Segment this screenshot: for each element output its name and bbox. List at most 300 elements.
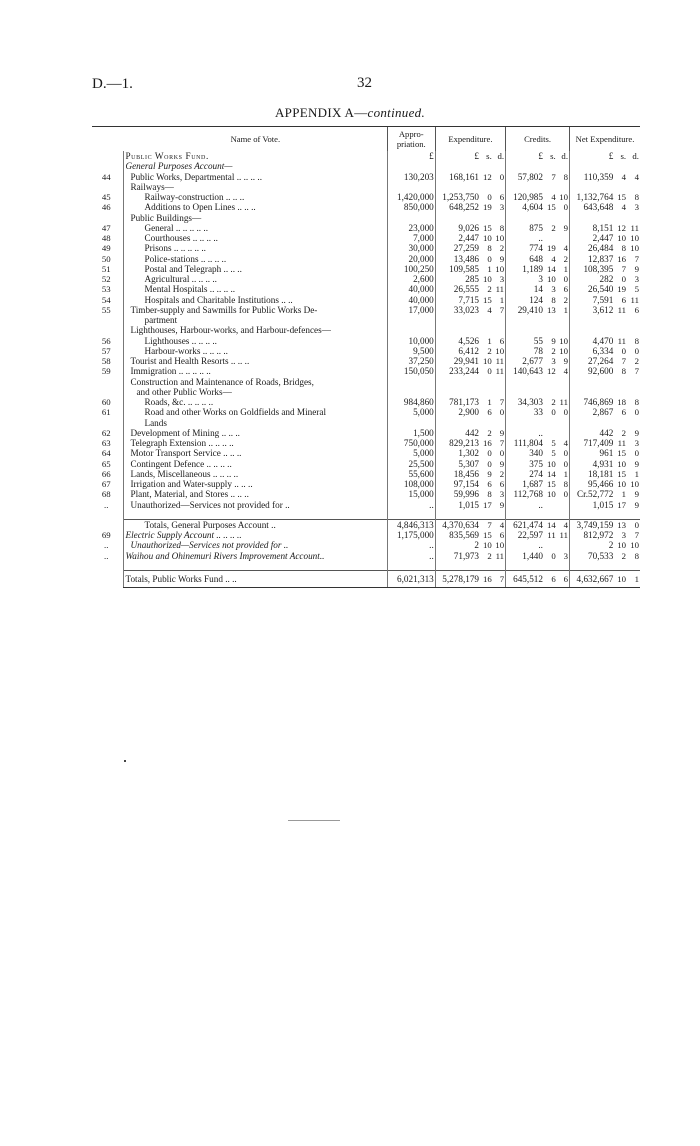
vote-number: 61	[101, 407, 111, 418]
net-pence: 8	[634, 550, 639, 561]
credits-pence: 6	[557, 570, 570, 587]
credits-pounds	[506, 182, 544, 192]
credits-shillings: 19	[546, 243, 556, 254]
page-identifier: D.—1.	[92, 76, 133, 92]
expenditure-shillings: 2	[487, 345, 492, 356]
expenditure-shillings: 2	[487, 284, 492, 295]
net-pence: 5	[634, 284, 639, 295]
net-shillings: s.	[620, 151, 627, 162]
expenditure-pence: 3	[499, 274, 505, 285]
expenditure-pounds: 648,252	[435, 202, 480, 212]
vote-name: Railway-construction .. .. ..	[124, 192, 387, 202]
net-shillings: 10	[617, 540, 627, 551]
net-pounds: 26,540	[570, 284, 615, 294]
credits-pounds: 774	[506, 243, 544, 253]
net-shillings: 4	[621, 171, 627, 182]
vote-name: Public Buildings—	[124, 213, 387, 223]
expenditure-pence: 0	[499, 407, 505, 418]
credits-shillings	[544, 315, 557, 325]
net-pence: 4	[634, 171, 639, 182]
table-row	[92, 223, 640, 233]
appropriation-cell	[387, 213, 435, 223]
credits-shillings: 9	[551, 335, 556, 346]
net-pence: 3	[634, 274, 639, 285]
vote-number: 56	[101, 335, 111, 346]
credits-shillings	[544, 377, 557, 387]
appropriation-cell	[387, 325, 435, 335]
net-pounds: 812,972	[570, 530, 615, 540]
credits-pounds	[506, 213, 544, 223]
expenditure-shillings: 16	[480, 570, 493, 587]
vote-name: Telegraph Extension .. .. .. ..	[124, 438, 387, 448]
expenditure-pence: 8	[499, 222, 505, 233]
credits-pounds: ..	[506, 540, 544, 550]
vote-name: Motor Transport Service .. .. ..	[124, 448, 387, 458]
net-pence: 0	[627, 519, 640, 530]
credits-shillings	[544, 500, 557, 510]
page-mark	[124, 760, 126, 762]
credits-pence: 3	[563, 550, 569, 561]
credits-pounds: 621,474	[506, 519, 544, 530]
credits-pounds: 1,440	[506, 551, 544, 561]
credits-pence	[557, 387, 570, 397]
net-pounds: 110,359	[570, 172, 615, 182]
vote-name: Additions to Open Lines .. .. ..	[124, 202, 387, 212]
vote-number	[92, 213, 124, 223]
vote-number: 67	[101, 479, 111, 490]
expenditure-pounds: 2,447	[435, 233, 480, 243]
vote-name: Lighthouses .. .. .. ..	[124, 336, 387, 346]
net-shillings: 16	[617, 253, 627, 264]
appropriation-cell: 750,000	[387, 438, 435, 448]
net-shillings: 11	[617, 438, 627, 449]
vote-name: Road and other Works on Goldfields and Mineral	[124, 407, 387, 417]
header-appropriation: Appro- priation.	[387, 127, 435, 152]
net-shillings: 10	[617, 479, 627, 490]
expenditure-shillings	[480, 325, 493, 335]
vote-number: ..	[104, 540, 109, 551]
credits-shillings: 0	[551, 407, 556, 418]
vote-number: 51	[101, 263, 111, 274]
table-row	[92, 428, 640, 438]
expenditure-pounds: 835,569	[435, 530, 480, 540]
net-pence: 8	[634, 192, 639, 203]
expenditure-pence: 2	[499, 468, 505, 479]
vote-number: 48	[101, 233, 111, 244]
expenditure-pence: 1	[499, 294, 505, 305]
table-row	[92, 202, 640, 212]
credits-shillings: 2	[551, 397, 556, 408]
vote-number	[92, 377, 124, 387]
net-shillings: 11	[617, 304, 627, 315]
appropriation-cell	[387, 387, 435, 397]
expenditure-shillings: 1	[487, 397, 492, 408]
expenditure-pounds	[435, 387, 480, 397]
net-shillings	[614, 213, 627, 223]
credits-pence: 6	[563, 284, 569, 295]
net-shillings: 13	[614, 519, 627, 530]
expenditure-shillings: 10	[483, 233, 492, 244]
vote-name: Mental Hospitals .. .. .. ..	[124, 284, 387, 294]
expenditure-pounds: 5,278,179	[435, 570, 480, 587]
vote-number: 45	[101, 192, 111, 203]
net-pounds: 95,466	[570, 479, 615, 489]
expenditure-shillings: 15	[483, 294, 492, 305]
expenditure-shillings: 6	[487, 407, 492, 418]
vote-name: Irrigation and Water-supply .. .. ..	[124, 479, 387, 489]
expenditure-pence: 0	[499, 448, 505, 459]
appropriation-cell: 130,203	[387, 172, 435, 182]
credits-shillings: 3	[551, 284, 556, 295]
expenditure-pence	[493, 418, 506, 428]
net-pence: 7	[634, 530, 639, 541]
appropriation-cell: 40,000	[387, 295, 435, 305]
credits-pounds: 274	[506, 469, 544, 479]
vote-name: Police-stations .. .. .. ..	[124, 254, 387, 264]
expenditure-pounds: 168,161	[435, 172, 480, 182]
expenditure-pounds	[435, 377, 480, 387]
expenditure-shillings	[480, 182, 493, 192]
net-shillings: 15	[617, 468, 627, 479]
credits-pounds: 875	[506, 223, 544, 233]
expenditure-pounds: 4,370,634	[435, 519, 480, 530]
vote-name: Tourist and Health Resorts .. .. ..	[124, 356, 387, 366]
expenditure-pence: 6	[499, 479, 505, 490]
net-shillings: 17	[617, 499, 627, 510]
credits-pence	[557, 418, 570, 428]
net-pence: 1	[634, 468, 639, 479]
net-shillings: 0	[621, 345, 627, 356]
vote-name: Lands	[124, 418, 387, 428]
net-pence	[627, 377, 640, 387]
vote-name: Construction and Maintenance of Roads, Bridges,	[124, 377, 387, 387]
credits-shillings: 8	[551, 294, 556, 305]
table-row	[92, 284, 640, 294]
credits-pounds: 29,410	[506, 305, 544, 315]
net-pence: 8	[634, 397, 639, 408]
net-pounds: 4,632,667	[570, 570, 615, 587]
net-shillings	[614, 315, 627, 325]
credits-pence	[557, 500, 570, 510]
vote-number: 49	[101, 243, 111, 254]
vote-number: 46	[101, 202, 111, 213]
appropriation-cell: 6,021,313	[387, 570, 435, 587]
expenditure-pounds: 1,253,750	[435, 192, 480, 202]
net-pounds: 8,151	[570, 223, 615, 233]
credits-pounds: 3	[506, 274, 544, 284]
expenditure-shillings: 4	[487, 304, 492, 315]
net-pounds	[570, 182, 615, 192]
credits-shillings: 12	[546, 366, 556, 377]
net-shillings: 10	[614, 570, 627, 587]
header-net-expenditure: Net Expenditure.	[570, 127, 640, 152]
expenditure-pence: 3	[499, 202, 505, 213]
table-row	[92, 233, 640, 243]
table-row	[92, 243, 640, 253]
table-row	[92, 305, 640, 315]
credits-pounds: ..	[506, 233, 544, 243]
credits-shillings: 15	[546, 202, 556, 213]
credits-pounds: 111,804	[506, 438, 544, 448]
expenditure-pounds	[435, 213, 480, 223]
appropriation-cell: 1,500	[387, 428, 435, 438]
appropriation-cell: 25,500	[387, 459, 435, 469]
expenditure-pounds: 18,456	[435, 469, 480, 479]
vote-number: 65	[101, 458, 111, 469]
vote-name: Harbour-works .. .. .. ..	[124, 346, 387, 356]
appropriation-cell: £	[387, 151, 435, 161]
net-pounds: 4,931	[570, 459, 615, 469]
expenditure-pounds: 13,486	[435, 254, 480, 264]
vote-name: Lighthouses, Harbour-works, and Harbour-defences—	[124, 325, 387, 335]
credits-shillings	[544, 161, 557, 171]
appropriation-cell	[387, 315, 435, 325]
expenditure-pence: 0	[499, 171, 505, 182]
net-shillings: 15	[617, 448, 627, 459]
net-pence	[627, 213, 640, 223]
expenditure-pounds: 829,213	[435, 438, 480, 448]
net-pounds	[570, 325, 615, 335]
expenditure-pounds: 7,715	[435, 295, 480, 305]
table-row	[92, 172, 640, 182]
net-pence: 10	[630, 243, 639, 254]
vote-name: Agricultural .. .. .. ..	[124, 274, 387, 284]
credits-pounds: 1,687	[506, 479, 544, 489]
credits-pounds: 2,677	[506, 356, 544, 366]
credits-shillings: 3	[551, 356, 556, 367]
vote-number: ..	[104, 499, 109, 510]
net-pence	[627, 325, 640, 335]
table-row	[92, 315, 640, 325]
net-pence: 3	[634, 438, 639, 449]
net-shillings: 10	[617, 233, 627, 244]
expenditure-pounds: 781,173	[435, 397, 480, 407]
net-pence: 10	[630, 479, 639, 490]
vote-number: 52	[101, 274, 111, 285]
net-pounds: 282	[570, 274, 615, 284]
expenditure-pence: 11	[495, 284, 505, 295]
credits-shillings: 11	[547, 530, 556, 541]
appropriation-cell: 10,000	[387, 336, 435, 346]
table-row	[92, 366, 640, 376]
expenditure-shillings	[480, 213, 493, 223]
expenditure-shillings: 0	[487, 458, 492, 469]
expenditure-pence: 7	[493, 570, 506, 587]
net-shillings: 4	[621, 202, 627, 213]
credits-shillings: 7	[551, 171, 556, 182]
net-pence: 6	[634, 304, 639, 315]
net-pence	[627, 161, 640, 171]
expenditure-shillings: 7	[480, 519, 493, 530]
credits-pence: 0	[563, 489, 569, 500]
net-pounds	[570, 213, 615, 223]
appropriation-cell	[387, 418, 435, 428]
expenditure-shillings: 2	[487, 427, 492, 438]
expenditure-pence: 10	[495, 345, 505, 356]
expenditure-shillings: 0	[487, 253, 492, 264]
credits-pence	[557, 377, 570, 387]
credits-pounds: 645,512	[506, 570, 544, 587]
appropriation-cell: 150,050	[387, 366, 435, 376]
vote-name: General Purposes Account—	[124, 161, 387, 171]
credits-pounds: 112,768	[506, 489, 544, 499]
appropriation-cell: 850,000	[387, 202, 435, 212]
credits-pounds: 22,597	[506, 530, 544, 540]
net-pounds: £	[570, 151, 615, 161]
expenditure-pence	[493, 213, 506, 223]
net-pounds: 746,869	[570, 397, 615, 407]
credits-pence	[557, 540, 570, 550]
credits-pounds: ..	[506, 500, 544, 510]
table-row	[92, 438, 640, 448]
vote-name: Roads, &c. .. .. .. ..	[124, 397, 387, 407]
net-pounds: 961	[570, 448, 615, 458]
table-row	[92, 346, 640, 356]
credits-pence: 0	[563, 274, 569, 285]
appendix-title-suffix: continued.	[367, 105, 426, 120]
credits-shillings	[544, 213, 557, 223]
net-shillings: 12	[617, 222, 627, 233]
vote-name: Lands, Miscellaneous .. .. .. ..	[124, 469, 387, 479]
vote-name: General .. .. .. .. ..	[124, 223, 387, 233]
table-row	[92, 469, 640, 479]
net-pounds	[570, 315, 615, 325]
vote-number	[92, 161, 124, 171]
table-row	[92, 325, 640, 335]
table-row	[92, 151, 640, 161]
credits-pounds: 57,802	[506, 172, 544, 182]
expenditure-pence: 10	[495, 263, 505, 274]
page-number: 32	[357, 75, 372, 91]
expenditure-pence	[493, 182, 506, 192]
appropriation-cell	[387, 161, 435, 171]
credits-pence: 10	[559, 345, 569, 356]
expenditure-pounds	[435, 161, 480, 171]
expenditure-shillings	[480, 161, 493, 171]
net-pounds: 2,447	[570, 233, 615, 243]
vote-name: Timber-supply and Sawmills for Public Works De-	[124, 305, 387, 315]
table-row	[92, 161, 640, 171]
header-credits: Credits.	[506, 127, 570, 152]
vote-number: 44	[101, 171, 111, 182]
vote-number: 55	[101, 304, 111, 315]
credits-pence: 1	[563, 468, 569, 479]
net-pence: 10	[630, 233, 639, 244]
vote-number: 68	[101, 489, 111, 500]
net-shillings: 11	[617, 335, 627, 346]
net-pounds: 2,867	[570, 407, 615, 417]
credits-pence: 2	[563, 294, 569, 305]
credits-shillings: 10	[546, 458, 556, 469]
appropriation-cell: 20,000	[387, 254, 435, 264]
credits-shillings: 2	[551, 222, 556, 233]
expenditure-pounds: 9,026	[435, 223, 480, 233]
credits-pence: 8	[563, 479, 569, 490]
net-shillings: 6	[621, 294, 627, 305]
net-pence: 11	[630, 222, 639, 233]
credits-pence: d.	[561, 151, 569, 162]
expenditure-pounds: 27,259	[435, 243, 480, 253]
net-pence	[627, 315, 640, 325]
credits-shillings	[544, 418, 557, 428]
credits-pounds: 34,303	[506, 397, 544, 407]
net-shillings: 7	[621, 356, 627, 367]
net-pence: 9	[634, 499, 639, 510]
net-pence: 8	[634, 335, 639, 346]
expenditure-shillings: 10	[483, 356, 492, 367]
net-pence: 10	[630, 540, 639, 551]
expenditure-shillings: 9	[487, 468, 492, 479]
net-shillings	[614, 387, 627, 397]
appendix-title	[0, 105, 700, 121]
credits-pounds: 33	[506, 407, 544, 417]
vote-number: 54	[101, 294, 111, 305]
table-row	[92, 182, 640, 192]
expenditure-pounds: 442	[435, 428, 480, 438]
credits-shillings: 15	[546, 479, 556, 490]
credits-shillings	[544, 387, 557, 397]
credits-pounds: £	[506, 151, 544, 161]
vote-number: 58	[101, 356, 111, 367]
net-shillings: 3	[621, 530, 627, 541]
credits-pence: 4	[563, 243, 569, 254]
expenditure-shillings: 0	[487, 192, 492, 203]
table-row	[92, 213, 640, 223]
credits-shillings: 5	[551, 448, 556, 459]
credits-shillings	[544, 182, 557, 192]
vote-name: Postal and Telegraph .. .. ..	[124, 264, 387, 274]
vote-name: Totals, Public Works Fund .. ..	[124, 570, 387, 587]
net-pounds: 70,533	[570, 551, 615, 561]
expenditure-shillings	[480, 315, 493, 325]
expenditure-shillings: 8	[487, 489, 492, 500]
table-row	[92, 377, 640, 387]
credits-pence: 4	[563, 366, 569, 377]
expenditure-shillings: 1	[487, 335, 492, 346]
expenditure-shillings	[480, 387, 493, 397]
credits-shillings	[544, 540, 557, 550]
vote-number	[92, 151, 124, 161]
expenditure-shillings: s.	[486, 151, 492, 162]
credits-pence	[557, 182, 570, 192]
credits-pence: 0	[563, 458, 569, 469]
vote-name: Immigration .. .. .. .. ..	[124, 366, 387, 376]
net-pounds: 1,015	[570, 500, 615, 510]
net-pounds: 717,409	[570, 438, 615, 448]
credits-pounds: 4,604	[506, 202, 544, 212]
spacer-row	[92, 510, 640, 520]
net-pounds: Cr.52,772	[570, 489, 615, 499]
votes-table	[92, 126, 640, 588]
appropriation-cell: ..	[387, 540, 435, 550]
credits-pence: 11	[559, 530, 569, 541]
net-pounds	[570, 377, 615, 387]
appropriation-cell: 37,250	[387, 356, 435, 366]
net-pence: 9	[634, 489, 639, 500]
expenditure-shillings: 2	[487, 550, 492, 561]
expenditure-pounds: 1,302	[435, 448, 480, 458]
credits-shillings: 0	[551, 550, 556, 561]
appropriation-cell: 1,420,000	[387, 192, 435, 202]
appropriation-cell: 984,860	[387, 397, 435, 407]
vote-name: Development of Mining .. .. ..	[124, 428, 387, 438]
table-row	[92, 479, 640, 489]
net-shillings	[614, 325, 627, 335]
expenditure-pounds: 109,585	[435, 264, 480, 274]
expenditure-pounds: 2,900	[435, 407, 480, 417]
net-pounds	[570, 387, 615, 397]
expenditure-pounds: 26,555	[435, 284, 480, 294]
